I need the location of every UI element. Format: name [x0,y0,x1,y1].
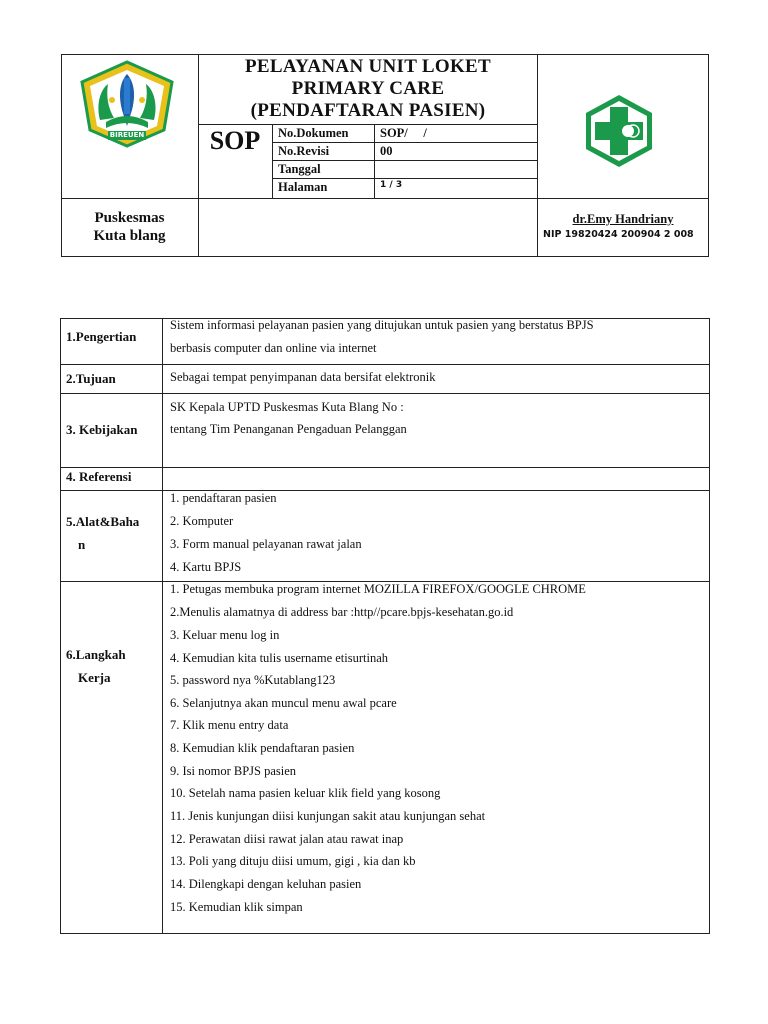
label-alat-line-2: n [78,537,86,552]
meta-value-revisi: 00 [380,144,393,158]
alat-line-4: 4. Kartu BPJS [170,560,242,574]
langkah-step-4: 4. Kemudian kita tulis username etisurtinah [170,651,389,665]
label-pengertian: 1.Pengertian [66,329,137,344]
alat-line-3: 3. Form manual pelayanan rawat jalan [170,537,362,551]
label-referensi: 4. Referensi [66,469,132,484]
tujuan-line-1: Sebagai tempat penyimpanan data bersifat elektronik [170,370,436,384]
meta-value-dokumen: SOP/ / [380,126,427,140]
label-langkah-line-2: Kerja [78,670,111,685]
langkah-step-7: 7. Klik menu entry data [170,718,289,732]
doc-title-line-2: PRIMARY CARE [291,78,445,99]
langkah-step-13: 13. Poli yang dituju diisi umum, gigi , kia dan kb [170,854,416,868]
pengertian-line-2: berbasis computer dan online via internet [170,341,377,355]
puskesmas-logo [581,93,657,169]
meta-label-halaman: Halaman [278,180,328,194]
langkah-step-3: 3. Keluar menu log in [170,628,280,642]
langkah-step-2: 2.Menulis alamatnya di address bar :http//pcare.bpjs-kesehatan.go.id [170,605,514,619]
langkah-step-12: 12. Perawatan diisi rawat jalan atau rawat inap [170,832,404,846]
doc-title-line-1: PELAYANAN UNIT LOKET [244,56,492,77]
meta-label-dokumen: No.Dokumen [278,126,349,140]
label-tujuan: 2.Tujuan [66,371,116,386]
langkah-step-1: 1. Petugas membuka program internet MOZILLA FIREFOX/GOOGLE CHROME [170,582,586,596]
alat-line-2: 2. Komputer [170,514,234,528]
signer-nip: NIP 19820424 200904 2 008 [543,229,694,240]
langkah-step-9: 9. Isi nomor BPJS pasien [170,764,297,778]
langkah-step-15: 15. Kemudian klik simpan [170,900,303,914]
regency-logo [78,60,176,150]
org-name-line-1: Puskesmas [94,210,165,226]
label-langkah-line-1: 6.Langkah [66,647,126,662]
langkah-step-5: 5. password nya %Kutablang123 [170,673,336,687]
pengertian-line-1: Sistem informasi pelayanan pasien yang ditujukan untuk pasien yang berstatus BPJS [170,318,594,332]
sop-label: SOP [209,126,261,155]
alat-line-1: 1. pendaftaran pasien [170,491,277,505]
meta-label-tanggal: Tanggal [278,162,321,176]
label-kebijakan: 3. Kebijakan [66,422,138,437]
kebijakan-line-1: SK Kepala UPTD Puskesmas Kuta Blang No : [170,400,404,414]
langkah-step-11: 11. Jenis kunjungan diisi kunjungan sakit atau kunjungan sehat [170,809,486,823]
langkah-step-14: 14. Dilengkapi dengan keluhan pasien [170,877,362,891]
org-name-line-2: Kuta blang [93,228,166,244]
langkah-step-8: 8. Kemudian klik pendaftaran pasien [170,741,355,755]
meta-label-revisi: No.Revisi [278,144,330,158]
logo-text: BIREUEN [109,131,145,139]
signer-name: dr.Emy Handriany [572,212,674,226]
label-alat-line-1: 5.Alat&Baha [66,514,140,529]
langkah-step-6: 6. Selanjutnya akan muncul menu awal pcare [170,696,397,710]
langkah-step-10: 10. Setelah nama pasien keluar klik field yang kosong [170,786,441,800]
doc-title-line-3: (PENDAFTARAN PASIEN) [250,100,486,121]
kebijakan-line-2: tentang Tim Penanganan Pengaduan Pelanggan [170,422,407,436]
meta-value-halaman: 1 / 3 [380,180,403,190]
